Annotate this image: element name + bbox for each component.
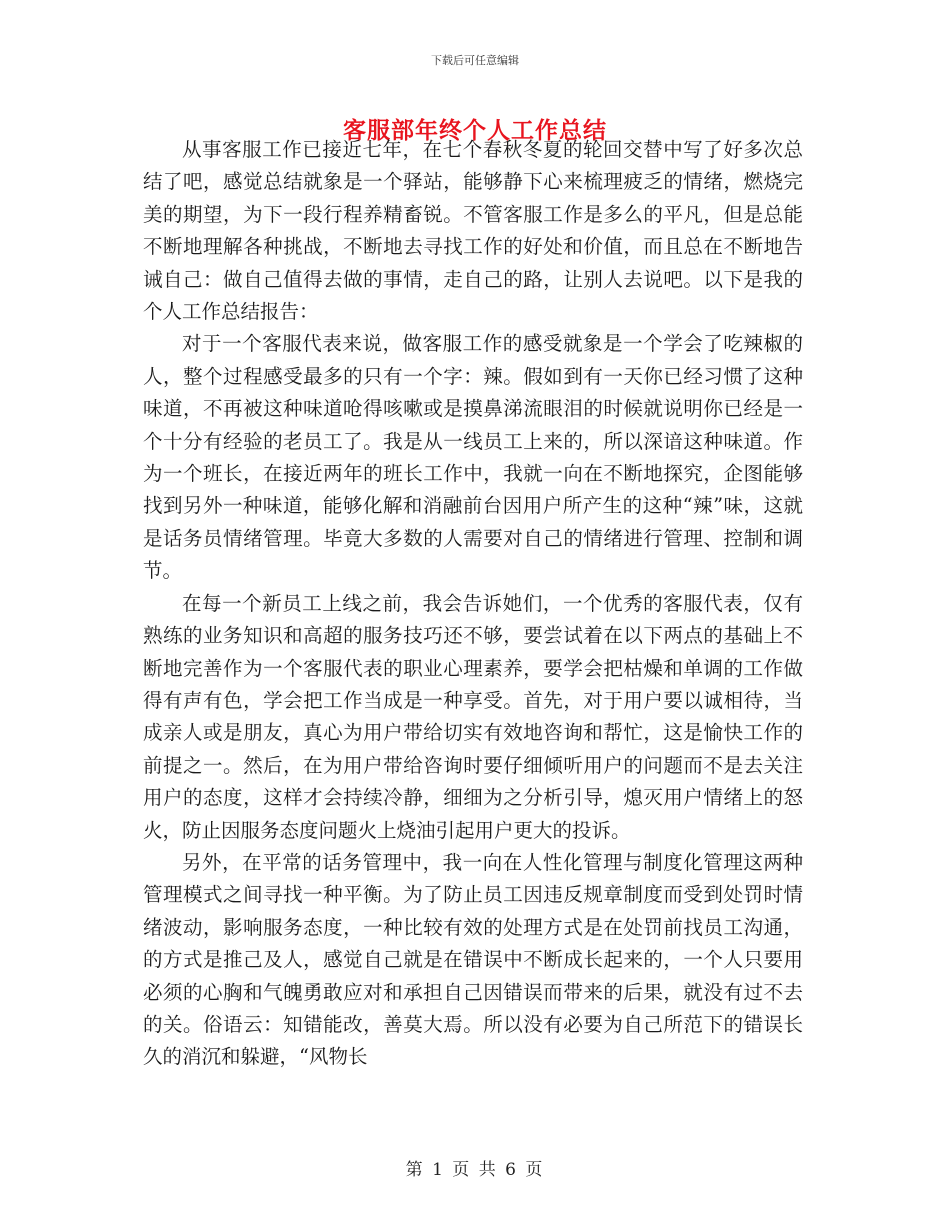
document-body bbox=[143, 134, 803, 1074]
document-title: 客服部年终个人工作总结 bbox=[343, 117, 607, 144]
paragraph: 对于一个客服代表来说，做客服工作的感受就象是一个学会了吃辣椒的人，整个过程感受最多的只有一个字：辣。假如到有一天你已经习惯了这种味道，不再被这种味道呛得咳嗽或是摸鼻涕流眼泪的时候就说明你已经是一个十分有经验的老员工了。我是从一线员工上来的，所以深谙这种味道。作为一个班长，在接近两年的班长工作中，我就一向在不断地探究，企图能够找到另外一种味道，能够化解和消融前台因用户所产生的这种“辣”味，这就是话务员情绪管理。毕竟大多数的人需要对自己的情绪进行管理、控制和调节。 bbox=[143, 332, 803, 583]
paragraph: 另外，在平常的话务管理中，我一向在人性化管理与制度化管理这两种管理模式之间寻找一种平衡。为了防止员工因违反规章制度而受到处罚时情绪波动，影响服务态度，一种比较有效的处理方式是在处罚前找员工沟通，的方式是推己及人，感觉自己就是在错误中不断成长起来的，一个人只要用必须的心胸和气魄勇敢应对和承担自己因错误而带来的后果，就没有过不去的关。俗语云：知错能改，善莫大焉。所以没有必要为自己所范下的错误长久的消沉和躲避，“风物长 bbox=[143, 850, 803, 1069]
paragraph: 从事客服工作已接近七年，在七个春秋冬夏的轮回交替中写了好多次总结了吧，感觉总结就象是一个驿站，能够静下心来梳理疲乏的情绪，燃烧完美的期望，为下一段行程养精畜锐。不管客服工作是多么的平凡，但是总能不断地理解各种挑战，不断地去寻找工作的好处和价值，而且总在不断地告诫自己：做自己值得去做的事情，走自己的路，让别人去说吧。以下是我的个人工作总结报告： bbox=[143, 138, 803, 324]
header-note: 下载后可任意编辑 bbox=[431, 54, 519, 67]
paragraph: 在每一个新员工上线之前，我会告诉她们，一个优秀的客服代表，仅有熟练的业务知识和高超的服务技巧还不够，要尝试着在以下两点的基础上不断地完善作为一个客服代表的职业心理素养，要学会把枯燥和单调的工作做得有声有色，学会把工作当成是一种享受。首先，对于用户要以诚相待，当成亲人或是朋友，真心为用户带给切实有效地咨询和帮忙，这是愉快工作的前提之一。然后，在为用户带给咨询时要仔细倾听用户的问题而不是去关注用户的态度，这样才会持续冷静，细细为之分析引导，熄灭用户情绪上的怒火，防止因服务态度问题火上烧油引起用户更大的投诉。 bbox=[143, 591, 803, 842]
page-number: 第 1 页 共 6 页 bbox=[405, 1160, 545, 1180]
